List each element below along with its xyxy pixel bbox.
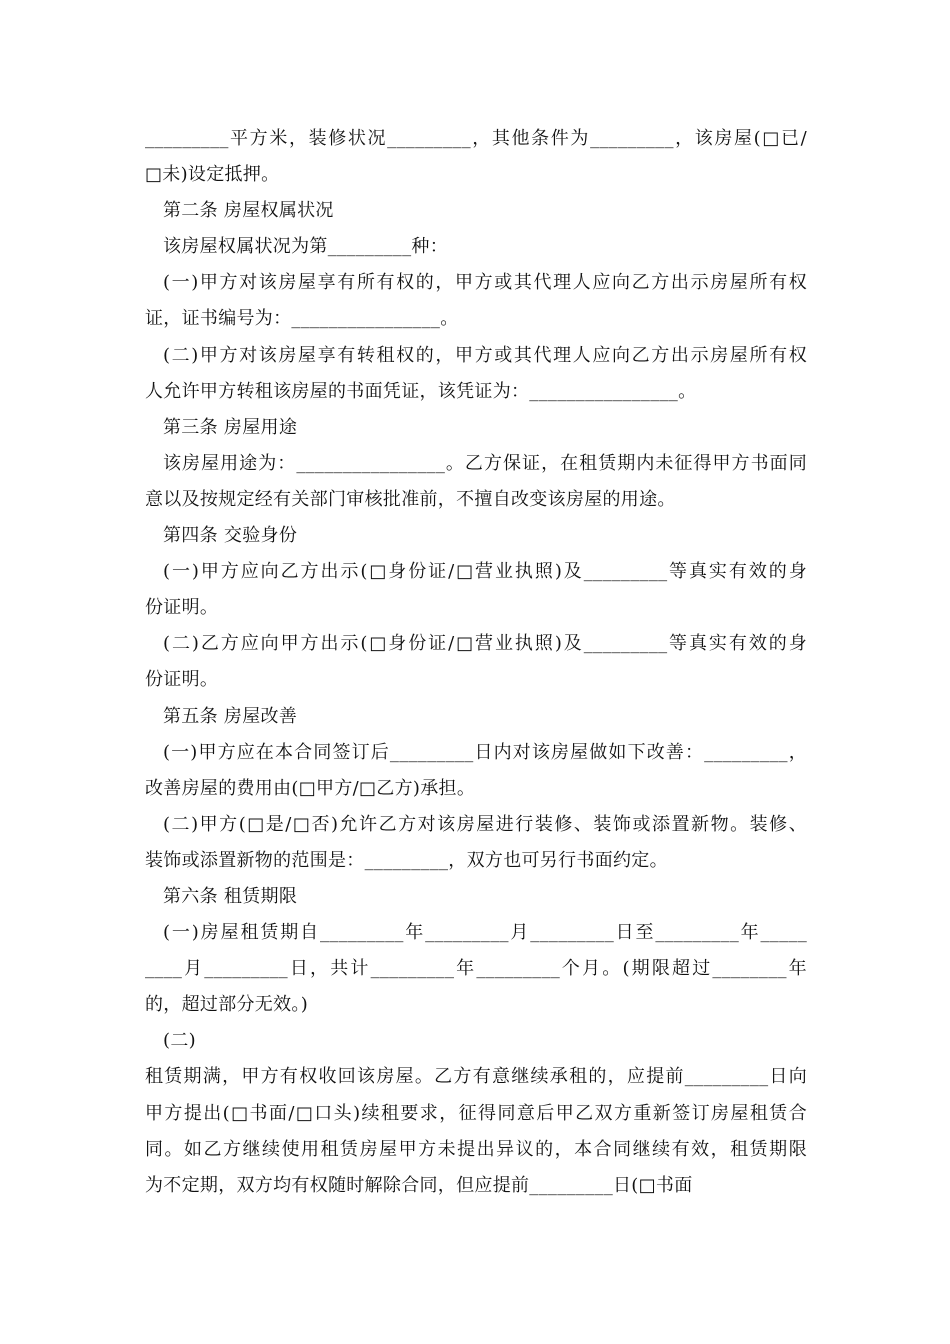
paragraph-line: (二)甲方(□是/□否)允许乙方对该房屋进行装修、装饰或添置新物。装修、 — [163, 813, 807, 835]
paragraph-line: (一)甲方应向乙方出示(□身份证/□营业执照)及_________等真实有效的身 — [163, 561, 807, 583]
paragraph-line: 甲方提出(□书面/□口头)续租要求，征得同意后甲乙双方重新签订房屋租赁合 — [145, 1102, 807, 1124]
paragraph-line: (二)乙方应向甲方出示(□身份证/□营业执照)及_________等真实有效的身 — [163, 633, 807, 655]
paragraph-line: 的，超过部分无效。) — [145, 994, 309, 1016]
paragraph-line: □未)设定抵押。 — [145, 164, 280, 186]
paragraph-line: (二) — [163, 1030, 196, 1052]
paragraph-line: (二)甲方对该房屋享有转租权的，甲方或其代理人应向乙方出示房屋所有权 — [163, 344, 807, 366]
paragraph-line: 同。如乙方继续使用租赁房屋甲方未提出异议的，本合同继续有效，租赁期限 — [145, 1138, 807, 1160]
document-page — [145, 121, 807, 1204]
section-heading: 第三条 房屋用途 — [163, 416, 298, 438]
paragraph-line: 装饰或添置新物的范围是：_________，双方也可另行书面约定。 — [145, 849, 668, 871]
paragraph-line: 证，证书编号为：________________。 — [145, 308, 459, 330]
paragraph-line: 为不定期，双方均有权随时解除合同，但应提前_________日(□书面 — [145, 1174, 693, 1196]
section-heading: 第六条 租赁期限 — [163, 885, 298, 907]
paragraph-line: 租赁期满，甲方有权收回该房屋。乙方有意继续承租的，应提前_________日向 — [145, 1066, 807, 1088]
section-heading: 第五条 房屋改善 — [163, 705, 298, 727]
paragraph-line: (一)甲方对该房屋享有所有权的，甲方或其代理人应向乙方出示房屋所有权 — [163, 272, 807, 294]
paragraph-line: 该房屋用途为：________________。乙方保证，在租赁期内未征得甲方书面同 — [163, 452, 807, 474]
paragraph-line: 份证明。 — [145, 597, 219, 619]
paragraph-line: (一)甲方应在本合同签订后_________日内对该房屋做如下改善：_________， — [163, 741, 807, 763]
paragraph-line: ____月_________日，共计_________年_________个月。(期限超过________年 — [145, 958, 807, 980]
paragraph-line: 意以及按规定经有关部门审核批准前，不擅自改变该房屋的用途。 — [145, 488, 676, 510]
paragraph-line: 人允许甲方转租该房屋的书面凭证，该凭证为：________________。 — [145, 380, 697, 402]
paragraph-line: 该房屋权属状况为第_________种： — [163, 236, 448, 258]
paragraph-line: _________平方米，装修状况_________，其他条件为_________，该房屋(□已/ — [145, 128, 807, 149]
paragraph-line: 份证明。 — [145, 669, 219, 691]
section-heading: 第四条 交验身份 — [163, 525, 298, 547]
paragraph-line: (一)房屋租赁期自_________年_________月_________日至_________年_____ — [163, 922, 807, 944]
section-heading: 第二条 房屋权属状况 — [163, 200, 334, 222]
paragraph-line: 改善房屋的费用由(□甲方/□乙方)承担。 — [145, 777, 476, 799]
